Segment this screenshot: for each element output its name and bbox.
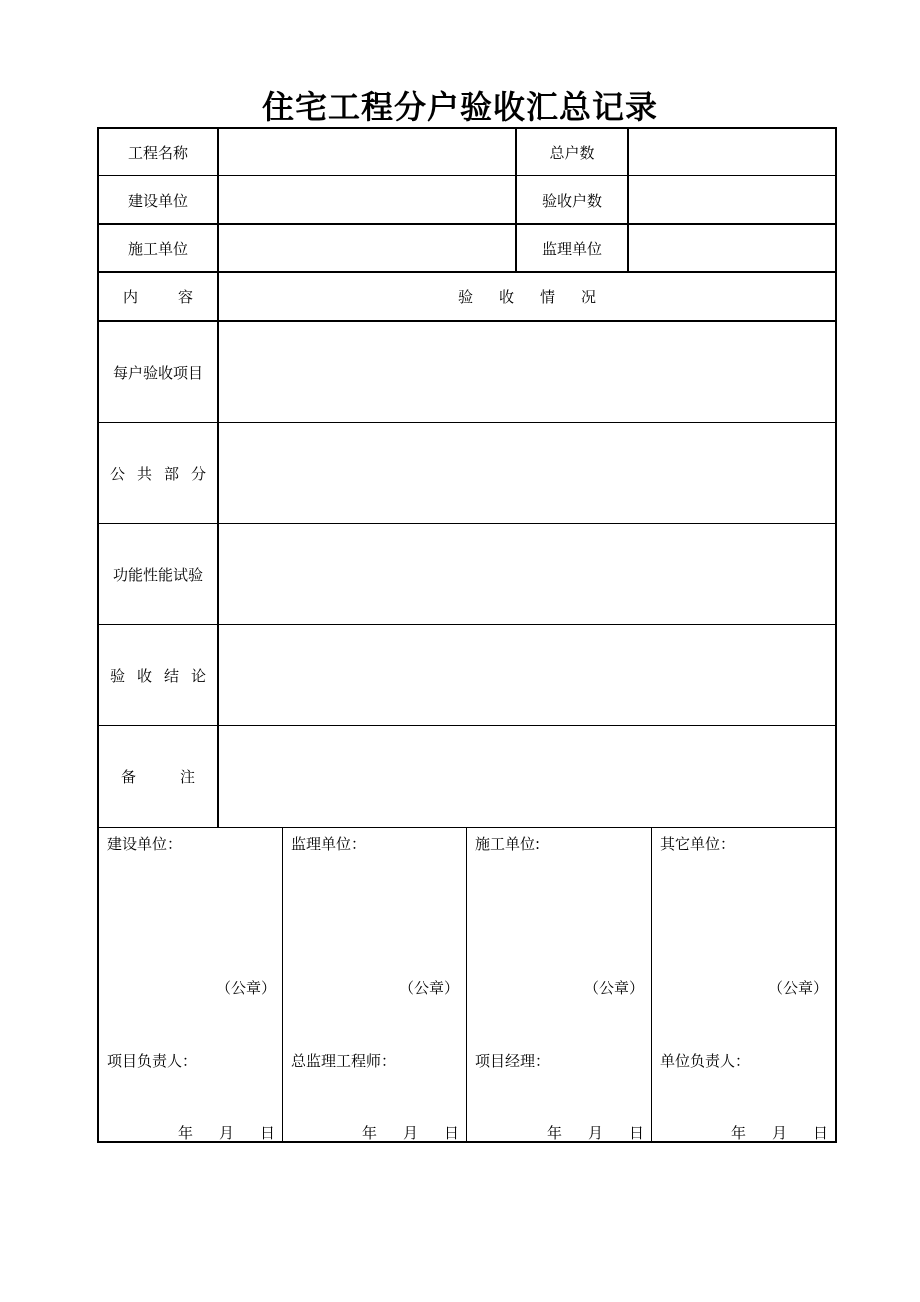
row-divider [97, 175, 837, 176]
row-divider [97, 827, 837, 828]
function-test-field[interactable] [219, 524, 835, 624]
seal-label: （公章） [768, 979, 829, 997]
sign-person-label-developer: 项目负责人： [107, 1052, 198, 1070]
date-day: 日 [629, 1124, 645, 1142]
sign-person-label-contractor: 项目经理： [475, 1052, 551, 1070]
seal-label: （公章） [584, 979, 645, 997]
public-area-label: 公共部分 [110, 464, 219, 483]
date-month: 月 [403, 1124, 419, 1142]
date-year: 年 [547, 1124, 563, 1142]
supervisor-label: 监理单位 [541, 239, 602, 258]
date-year: 年 [178, 1124, 194, 1142]
accepted-households-field[interactable] [629, 177, 835, 223]
accepted-households-label: 验收户数 [541, 191, 602, 210]
remarks-label: 备注 [121, 768, 240, 786]
date-month: 月 [588, 1124, 604, 1142]
developer-field[interactable] [219, 177, 515, 223]
project-name-field[interactable] [219, 129, 515, 175]
contractor-field[interactable] [219, 225, 515, 271]
page-title: 住宅工程分户验收汇总记录 [261, 88, 658, 126]
seal-label: （公章） [399, 979, 460, 997]
household-items-label: 每户验收项目 [112, 363, 203, 382]
seal-label: （公章） [216, 979, 277, 997]
content-header-label: 内容 [123, 288, 234, 306]
total-households-label: 总户数 [549, 143, 595, 162]
total-households-field[interactable] [629, 129, 835, 175]
sign-date [362, 1122, 459, 1143]
content-header-value: 验收情况 [457, 288, 622, 306]
sign-date [731, 1122, 828, 1143]
sign-unit-label-developer: 建设单位： [107, 835, 183, 853]
developer-label: 建设单位 [127, 191, 188, 210]
function-test-label: 功能性能试验 [112, 565, 203, 584]
column-divider [651, 827, 652, 1143]
date-day: 日 [813, 1124, 829, 1142]
sign-date [178, 1122, 275, 1143]
supervisor-field[interactable] [629, 225, 835, 271]
household-items-field[interactable] [219, 322, 835, 422]
date-day: 日 [260, 1124, 276, 1142]
sign-person-label-supervisor: 总监理工程师： [291, 1052, 397, 1070]
project-name-label: 工程名称 [127, 143, 188, 162]
sign-unit-label-other: 其它单位： [660, 835, 736, 853]
remarks-field[interactable] [219, 726, 835, 827]
date-day: 日 [444, 1124, 460, 1142]
column-divider [282, 827, 283, 1143]
sign-unit-label-contractor: 施工单位: [475, 835, 541, 853]
date-year: 年 [362, 1124, 378, 1142]
column-divider [466, 827, 467, 1143]
sign-unit-label-supervisor: 监理单位： [291, 835, 367, 853]
conclusion-field[interactable] [219, 625, 835, 725]
sign-date [547, 1122, 644, 1143]
contractor-label: 施工单位 [127, 239, 188, 258]
date-month: 月 [772, 1124, 788, 1142]
date-year: 年 [731, 1124, 747, 1142]
conclusion-label: 验收结论 [110, 666, 219, 685]
date-month: 月 [219, 1124, 235, 1142]
sign-person-label-other: 单位负责人： [660, 1052, 751, 1070]
public-area-field[interactable] [219, 423, 835, 523]
